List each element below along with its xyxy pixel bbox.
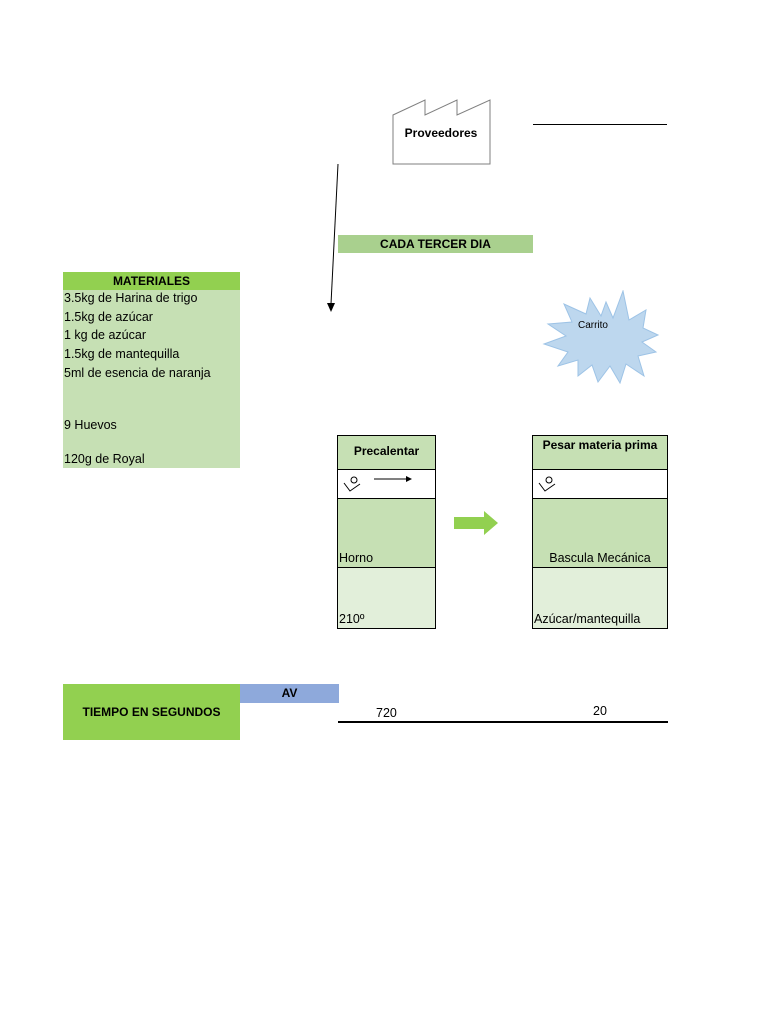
time-label: TIEMPO EN SEGUNDOS xyxy=(63,684,240,740)
transport-label: Carrito xyxy=(577,320,608,331)
operator-icon xyxy=(342,475,412,493)
process-parameter-cell xyxy=(533,568,667,628)
process-operator-row xyxy=(533,470,667,499)
process-equipment-cell xyxy=(338,499,435,568)
time-value: 20 xyxy=(593,704,607,718)
process-operator-row xyxy=(338,470,435,499)
material-item: 120g de Royal xyxy=(64,452,145,466)
process-box-pesar xyxy=(532,435,668,629)
material-item: 1.5kg de mantequilla xyxy=(64,347,180,361)
process-parameter: 210º xyxy=(339,612,365,626)
operator-icon xyxy=(537,475,559,493)
process-box-precalentar xyxy=(337,435,436,629)
supplier-info-line xyxy=(533,124,667,125)
process-parameter-cell xyxy=(338,568,435,628)
process-equipment-cell xyxy=(533,499,667,568)
material-item: 9 Huevos xyxy=(64,418,117,432)
material-item: 5ml de esencia de naranja xyxy=(64,366,211,380)
time-value: 720 xyxy=(376,706,397,720)
materials-header: MATERIALES xyxy=(63,272,240,290)
process-equipment: Bascula Mecánica xyxy=(549,551,651,565)
process-equipment: Horno xyxy=(339,551,374,565)
supplier-label: Proveedores xyxy=(404,126,478,140)
av-category: AV xyxy=(240,684,339,703)
burst-icon xyxy=(540,290,662,384)
material-item: 1 kg de azúcar xyxy=(64,328,146,342)
process-title: Precalentar xyxy=(338,436,435,470)
material-item: 1.5kg de azúcar xyxy=(64,310,153,324)
material-item: 3.5kg de Harina de trigo xyxy=(64,291,198,305)
process-parameter: Azúcar/mantequilla xyxy=(534,612,641,626)
timeline xyxy=(338,721,668,723)
delivery-frequency: CADA TERCER DIA xyxy=(338,235,533,253)
push-arrow-icon xyxy=(453,510,499,536)
process-title: Pesar materia prima xyxy=(533,436,667,470)
